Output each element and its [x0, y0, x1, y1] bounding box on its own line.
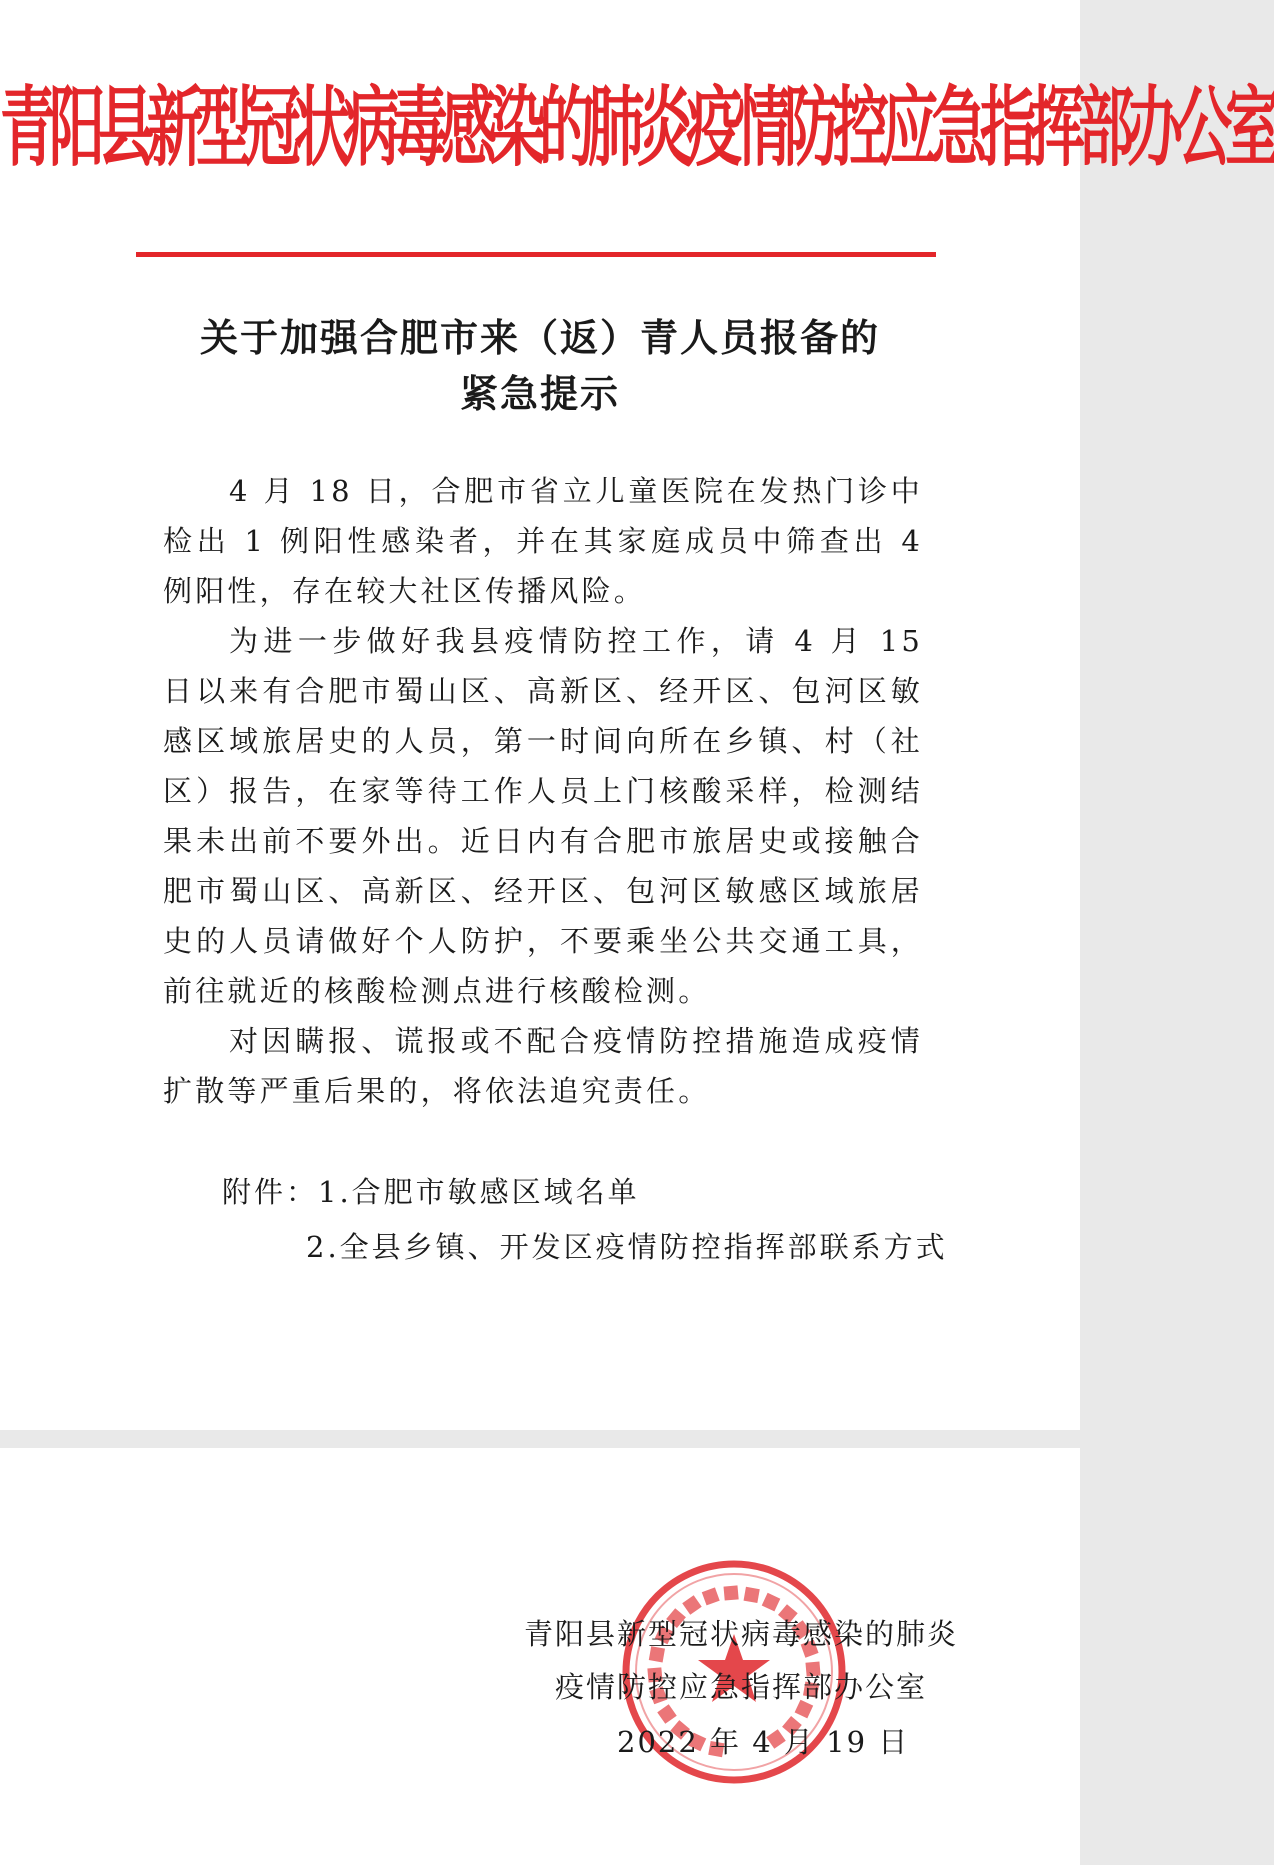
signature-date: 2022 年 4 月 19 日	[617, 1725, 910, 1759]
body-paragraph-1: 4 月 18 日，合肥市省立儿童医院在发热门诊中检出 1 例阳性感染者，并在其家庭成员中筛查出 4 例阳性，存在较大社区传播风险。	[163, 474, 923, 608]
attachment-item-1: 附件：1.合肥市敏感区域名单	[222, 1175, 640, 1209]
signature-org-line-2: 疫情防控应急指挥部办公室	[555, 1670, 928, 1704]
red-divider-rule	[136, 252, 936, 257]
attachment-item-2: 2.全县乡镇、开发区疫情防控指挥部联系方式	[306, 1230, 948, 1264]
document-title-line-2: 紧急提示	[459, 371, 620, 416]
document-page-2	[0, 1448, 1080, 1865]
issuer-header: 青阳县新型冠状病毒感染的肺炎疫情防控应急指挥部办公室	[0, 78, 1274, 180]
document-title-line-1: 关于加强合肥市来（返）青人员报备的	[199, 315, 880, 360]
body-paragraph-3: 对因瞒报、谎报或不配合疫情防控措施造成疫情扩散等严重后果的，将依法追究责任。	[163, 1024, 923, 1108]
body-paragraph-2: 为进一步做好我县疫情防控工作，请 4 月 15 日以来有合肥市蜀山区、高新区、经开区、包河区敏感区域旅居史的人员，第一时间向所在乡镇、村（社区）报告，在家等待工作人员上门核酸采样，检测结果未出前不要外出。近日内有合肥市旅居史或接触合肥市蜀山区、高新区、经开区、包河区敏感区域旅居史的人员请做好个人防护，不要乘坐公共交通工具，前往就近的核酸检测点进行核酸检测。	[163, 624, 923, 1008]
signature-org-line-1: 青阳县新型冠状病毒感染的肺炎	[524, 1617, 959, 1651]
